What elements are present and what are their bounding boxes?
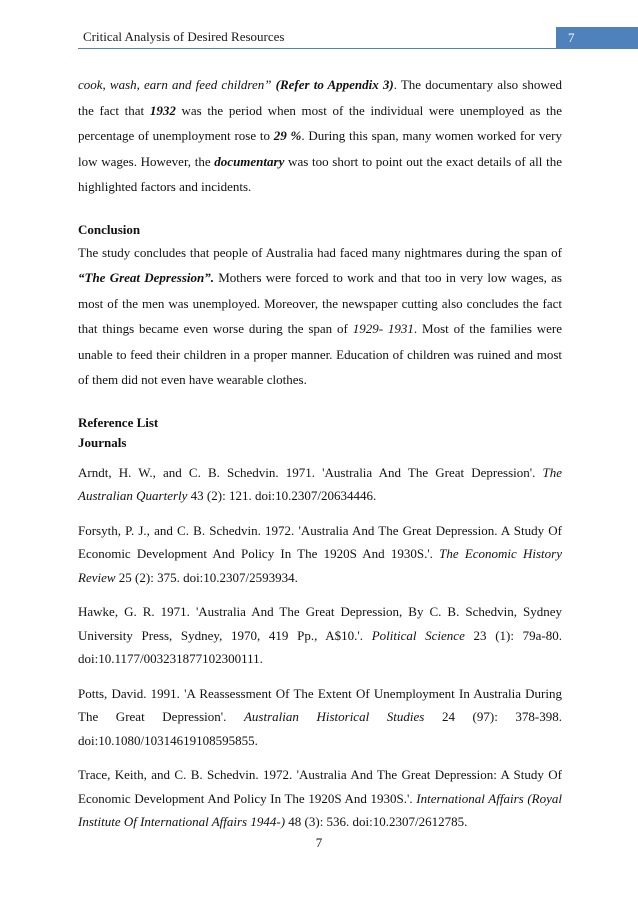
text-run: Potts, David. 1991. 'A Reassessment Of The Extent Of Unemployment In Australia During The Great Depression'.: [78, 685, 562, 724]
text-run: . During this span, many women worked for very low wages. However, the: [78, 128, 562, 169]
reference-entry: [78, 682, 562, 753]
text-run: “The Great Depression”.: [78, 270, 214, 285]
text-run: was the period when most of the individual were unemployed as the percentage of unemployment rose to: [78, 102, 562, 143]
text-run: 25 (2): 375. doi:10.2307/2593934.: [115, 569, 298, 585]
text-run: 43 (2): 121. doi:10.2307/20634446.: [187, 488, 377, 503]
reference-entry: [78, 763, 562, 834]
conclusion-paragraph: [78, 240, 562, 393]
header-title: Critical Analysis of Desired Resources: [83, 29, 285, 44]
text-run: International Affairs (Royal Institute Of International Affairs 1944-): [78, 790, 562, 829]
text-run: Trace, Keith, and C. B. Schedvin. 1972. 'Australia And The Great Depression: A Study Of Economic Development And Policy In The 1920S And 1930S.'.: [78, 767, 562, 806]
text-run: The Australian Quarterly: [78, 464, 562, 503]
journals-heading: Journals: [78, 434, 127, 450]
text-run: Forsyth, P. J., and C. B. Schedvin. 1972. 'Australia And The Great Depression. A Study Of Economic Development And Policy In The 1920S And 1930S.'.: [78, 522, 562, 561]
text-run: cook, wash, earn and feed children”: [78, 77, 272, 92]
text-run: Hawke, G. R. 1971. 'Australia And The Great Depression, By C. B. Schedvin, Sydney University Press, Sydney, 1970, 419 Pp., A$10.'.: [78, 604, 562, 643]
reference-entry: [78, 461, 562, 508]
text-run: 29 %: [273, 128, 302, 143]
page-content: [78, 72, 562, 834]
text-run: . The documentary also showed the fact that: [78, 77, 563, 118]
reference-entry: [78, 600, 562, 671]
reference-list: [78, 461, 562, 834]
reference-entry: [78, 519, 562, 590]
text-run: 23 (1): 79a-80. doi:10.1177/003231877102300111.: [78, 627, 562, 666]
text-run: 1932: [149, 102, 176, 118]
conclusion-heading: Conclusion: [78, 221, 141, 237]
text-run: . Most of the families were unable to feed their children in a proper manner. Education of children was ruined and most of them did not even have wearable clothes.: [78, 321, 562, 387]
text-run: Australian Historical Studies: [243, 709, 425, 724]
text-run: 48 (3): 536. doi:10.2307/2612785.: [285, 814, 468, 829]
text-run: The Economic History Review: [78, 546, 562, 585]
header-rule: [78, 48, 556, 49]
text-run: Arndt, H. W., and C. B. Schedvin. 1971. 'Australia And The Great Depression'.: [78, 464, 543, 480]
text-run: The study concludes that people of Australia had faced many nightmares during the span of: [78, 244, 562, 260]
text-run: Political Science: [371, 627, 465, 643]
text-run: (Refer to Appendix 3): [275, 77, 394, 92]
text-run: was too short to point out the exact details of all the highlighted factors and incidents.: [78, 153, 562, 194]
text-run: 1929- 1931: [352, 321, 414, 336]
body-paragraph: [78, 72, 562, 200]
text-run: 24 (97): 378-398. doi:10.1080/10314619108595855.: [78, 709, 562, 748]
footer-page-number: 7: [315, 835, 323, 850]
text-run: Mothers were forced to work and that too in very low wages, as most of the men was unemployed. Moreover, the newspaper cutting also concludes the fact that things became even worse during the span of: [78, 270, 562, 336]
header-page-number-tab: 7: [556, 27, 638, 49]
reference-list-heading: Reference List: [78, 414, 159, 430]
text-run: documentary: [214, 153, 285, 169]
